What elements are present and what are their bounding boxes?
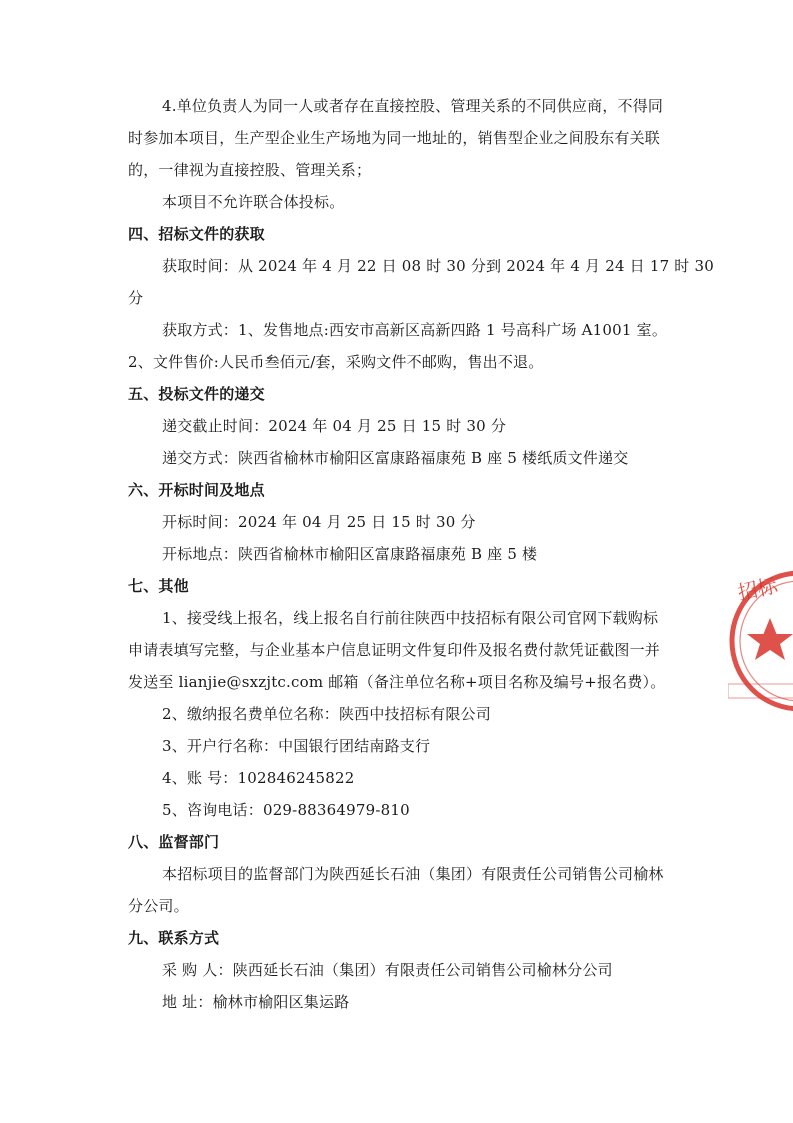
paragraph-line: 递交截止时间：2024 年 04 月 25 日 15 时 30 分 [162, 417, 507, 435]
seal-text: 招标 [735, 573, 780, 605]
paragraph-line: 5、咨询电话：029-88364979-810 [162, 801, 410, 819]
paragraph-line: 采 购 人：陕西延长石油（集团）有限责任公司销售公司榆林分公司 [162, 961, 613, 979]
section-heading: 九、联系方式 [128, 929, 220, 947]
section-heading: 五、投标文件的递交 [128, 385, 265, 403]
paragraph-line: 4、账 号：102846245822 [162, 769, 355, 787]
paragraph-line: 的，一律视为直接控股、管理关系； [128, 161, 372, 179]
paragraph-line: 分 [128, 289, 144, 307]
paragraph-line: 获取方式：1、发售地点:西安市高新区高新四路 1 号高科广场 A1001 室。 [162, 321, 668, 339]
paragraph-line: 开标地点：陕西省榆林市榆阳区富康路福康苑 B 座 5 楼 [162, 545, 538, 563]
paragraph-line: 开标时间：2024 年 04 月 25 日 15 时 30 分 [162, 513, 476, 531]
paragraph-line: 4.单位负责人为同一人或者存在直接控股、管理关系的不同供应商，不得同 [162, 97, 664, 115]
section-heading: 六、开标时间及地点 [128, 481, 265, 499]
paragraph-line: 2、文件售价:人民币叁佰元/套，采购文件不邮购，售出不退。 [128, 353, 544, 371]
paragraph-line: 申请表填写完整，与企业基本户信息证明文件复印件及报名费付款凭证截图一并 [128, 641, 661, 659]
paragraph-line: 2、缴纳报名费单位名称：陕西中技招标有限公司 [162, 705, 491, 723]
section-heading: 七、其他 [128, 577, 189, 595]
paragraph-line: 地 址：榆林市榆阳区集运路 [162, 993, 350, 1011]
section-heading: 四、招标文件的获取 [128, 225, 265, 243]
paragraph-line: 本招标项目的监督部门为陕西延长石油（集团）有限责任公司销售公司榆林 [162, 865, 664, 883]
seal-graphic [728, 556, 793, 726]
seal-star-icon [747, 618, 793, 660]
company-seal [728, 556, 793, 726]
paragraph-line: 获取时间：从 2024 年 4 月 22 日 08 时 30 分到 2024 年 4 月 24 日 17 时 30 [162, 257, 714, 275]
paragraph-line: 发送至 lianjie@sxzjtc.com 邮箱（备注单位名称+项目名称及编号+报名费）。 [128, 673, 666, 691]
paragraph-line: 时参加本项目，生产型企业生产场地为同一地址的，销售型企业之间股东有关联 [128, 129, 661, 147]
paragraph-line: 1、接受线上报名，线上报名自行前往陕西中技招标有限公司官网下载购标 [162, 609, 659, 627]
section-heading: 八、监督部门 [128, 833, 220, 851]
paragraph-line: 递交方式：陕西省榆林市榆阳区富康路福康苑 B 座 5 楼纸质文件递交 [162, 449, 629, 467]
paragraph-line: 3、开户行名称：中国银行团结南路支行 [162, 737, 431, 755]
paragraph-line: 分公司。 [128, 897, 189, 915]
paragraph-line: 本项目不允许联合体投标。 [162, 193, 345, 211]
